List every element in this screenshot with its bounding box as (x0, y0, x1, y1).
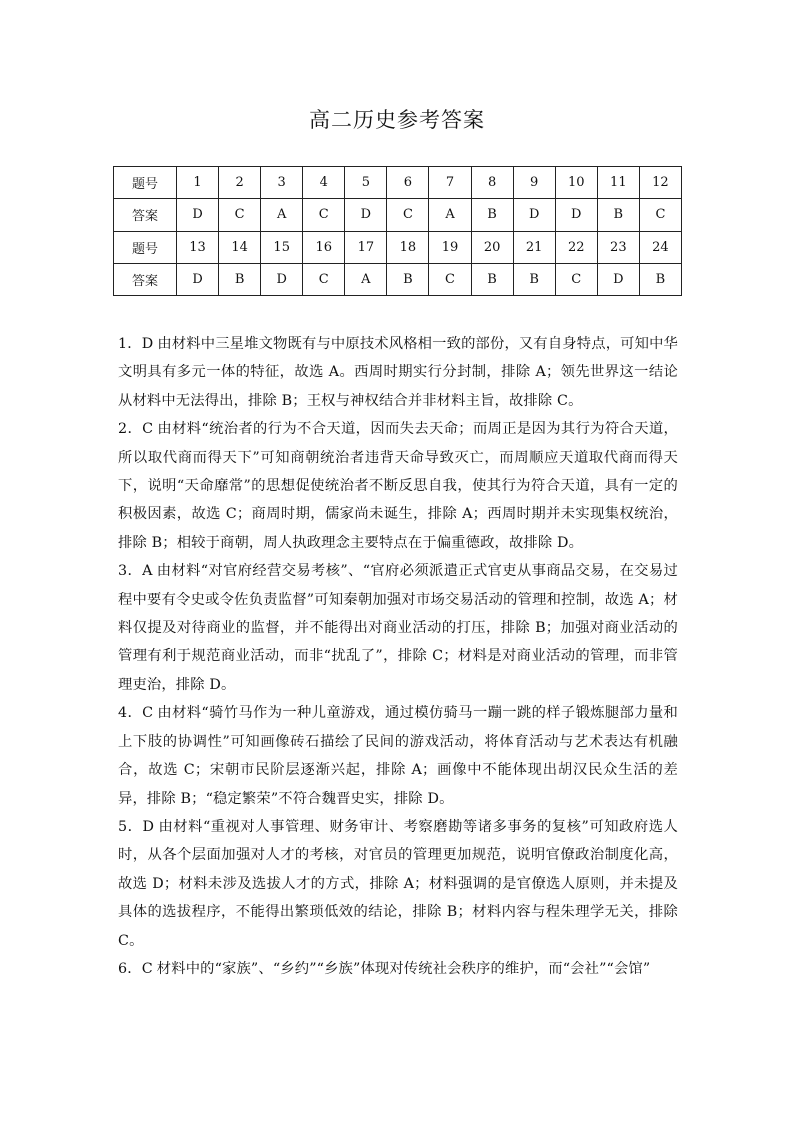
table-cell: 4 (303, 167, 345, 199)
explanation-item (118, 330, 678, 415)
table-cell: B (387, 263, 429, 295)
table-cell: 24 (639, 231, 681, 263)
table-cell: C (219, 199, 261, 231)
table-cell: 13 (177, 231, 219, 263)
table-cell: 23 (597, 231, 639, 263)
table-cell: C (429, 263, 471, 295)
table-cell: C (303, 263, 345, 295)
table-cell: C (303, 199, 345, 231)
page-title: 高二历史参考答案 (309, 108, 485, 132)
row-label: 题号 (114, 231, 177, 263)
item-text: 由材料“对官府经营交易考核”、“官府必须派遣正式官吏从事商品交易，在交易过程中要有令史或令佐负责监督”可知秦朝加强对市场交易活动的管理和控制，故选 A；材料仅提及对待商业的监督，并不能得出对商业活动的打压，排除 B；加强对商业活动的管理有利于规范商业活动，而非“扰乱了”，排除 C；材料是对商业活动的管理，而非管理吏治，排除 D。 (118, 563, 678, 693)
table-cell: B (219, 263, 261, 295)
item-text: 由材料“重视对人事管理、财务审计、考察磨勘等诸多事务的复核”可知政府选人时，从各个层面加强对人才的考核，对官员的管理更加规范，说明官僚政治制度化高，故选 D；材料未涉及选拔人才的方式，排除 A；材料强调的是官僚选人原则，并未提及具体的选拔程序，不能得出繁琐低效的结论，排除 B；材料内容与程朱理学无关，排除 C。 (118, 818, 678, 949)
row-label: 答案 (114, 263, 177, 295)
explanation-item (118, 415, 678, 557)
table-cell: C (639, 199, 681, 231)
table-cell: C (555, 263, 597, 295)
table-cell: B (597, 199, 639, 231)
table-row (114, 167, 682, 199)
table-cell: D (513, 199, 555, 231)
table-cell: 17 (345, 231, 387, 263)
table-cell: 19 (429, 231, 471, 263)
explanation-list (118, 330, 678, 983)
row-label: 题号 (114, 167, 177, 199)
table-cell: 21 (513, 231, 555, 263)
table-cell: 1 (177, 167, 219, 199)
table-cell: 5 (345, 167, 387, 199)
table-cell: C (387, 199, 429, 231)
explanation-item (118, 813, 678, 955)
table-cell: B (513, 263, 555, 295)
table-row (114, 263, 682, 295)
item-number: 6．C (118, 960, 153, 977)
table-cell: 10 (555, 167, 597, 199)
item-number: 1．D (118, 336, 154, 352)
table-cell: B (639, 263, 681, 295)
explanation-item (118, 557, 678, 699)
table-cell: D (345, 199, 387, 231)
table-cell: 12 (639, 167, 681, 199)
table-cell: A (345, 263, 387, 295)
explanation-item (118, 699, 678, 813)
table-cell: 14 (219, 231, 261, 263)
item-text: 材料中的“家族”、“乡约”“乡族”体现对传统社会秩序的维护，而“会社”“会馆” (156, 960, 651, 977)
item-text: 由材料“统治者的行为不合天道，因而失去天命；而周正是因为其行为符合天道，所以取代商而得天下”可知商朝统治者违背天命导致灭亡，而周顺应天道取代商而得天下，说明“天命靡常”的思想促使统治者不断反思自我，使其行为符合天道，具有一定的积极因素，故选 C；商周时期，儒家尚未诞生，排除 A；西周时期并未实现集权统治，排除 B；相较于商朝，周人执政理念主要特点在于偏重德政，故排除 D。 (118, 421, 678, 551)
table-cell: 6 (387, 167, 429, 199)
table-cell: 22 (555, 231, 597, 263)
table-cell: 11 (597, 167, 639, 199)
item-number: 4．C (118, 705, 154, 722)
table-cell: 8 (471, 167, 513, 199)
table-cell: D (261, 263, 303, 295)
item-text: 由材料“骑竹马作为一种儿童游戏，通过模仿骑马一蹦一跳的样子锻炼腿部力量和上下肢的协调性”可知画像砖石描绘了民间的游戏活动，将体育活动与艺术表达有机融合，故选 C；宋朝市民阶层逐渐兴起，排除 A；画像中不能体现出胡汉民众生活的差异，排除 B；“稳定繁荣”不符合魏晋史实，排除 D。 (118, 705, 678, 807)
table-cell: D (597, 263, 639, 295)
table-cell: 18 (387, 231, 429, 263)
table-cell: A (429, 199, 471, 231)
table-cell: D (555, 199, 597, 231)
explanation-item (118, 955, 678, 983)
answer-table (113, 166, 682, 296)
table-cell: 7 (429, 167, 471, 199)
table-cell: 9 (513, 167, 555, 199)
table-cell: 15 (261, 231, 303, 263)
row-label: 答案 (114, 199, 177, 231)
table-cell: 20 (471, 231, 513, 263)
item-number: 5．D (118, 818, 155, 835)
table-cell: 16 (303, 231, 345, 263)
item-text: 由材料中三星堆文物既有与中原技术风格相一致的部份，又有自身特点，可知中华文明具有多元一体的特征，故选 A。西周时期实行分封制，排除 A；领先世界这一结论从材料中无法得出，排除 B；王权与神权结合并非材料主旨，故排除 C。 (118, 336, 678, 409)
item-number: 2．C (118, 421, 154, 438)
table-cell: 2 (219, 167, 261, 199)
table-cell: D (177, 199, 219, 231)
table-cell: A (261, 199, 303, 231)
table-cell: B (471, 199, 513, 231)
table-cell: 3 (261, 167, 303, 199)
table-cell: D (177, 263, 219, 295)
table-row (114, 231, 682, 263)
table-cell: B (471, 263, 513, 295)
item-number: 3．A (118, 563, 153, 580)
table-row (114, 199, 682, 231)
